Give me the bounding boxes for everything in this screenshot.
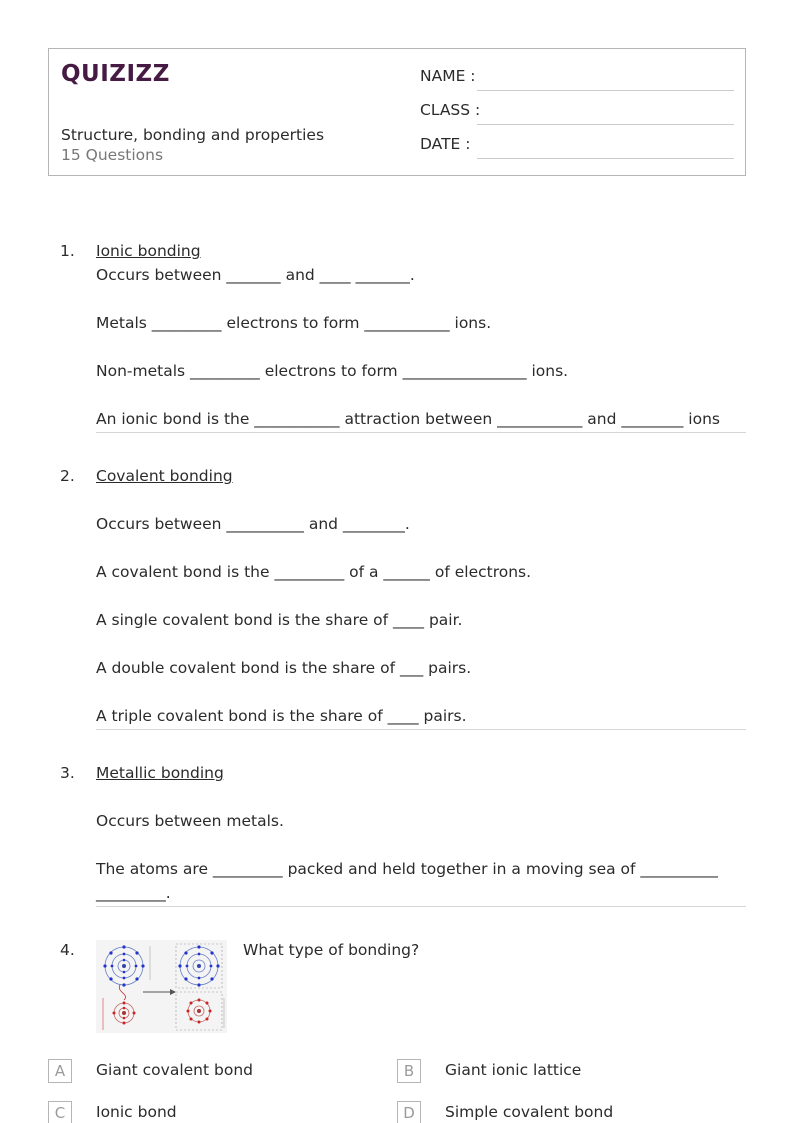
date-line [477,158,734,159]
option-a-text[interactable]: Giant covalent bond [96,1061,253,1079]
name-label: NAME : [420,67,476,85]
option-d-letter[interactable]: D [397,1101,421,1123]
question-line: A covalent bond is the _________ of a ______ of electrons. [96,563,532,581]
question-line: Occurs between metals. [96,812,284,830]
class-line [477,124,734,125]
option-c-letter[interactable]: C [48,1101,72,1123]
question-line: Metals _________ electrons to form ___________ ions. [96,314,492,332]
question-number: 1. [60,242,75,260]
question-line: A triple covalent bond is the share of ____ pairs. [96,707,467,725]
question-line: A single covalent bond is the share of ____ pair. [96,611,463,629]
question-line: Occurs between _______ and ____ _______. [96,266,415,284]
question-heading: Ionic bonding [96,242,201,260]
worksheet-title: Structure, bonding and properties [61,126,325,144]
question-heading: Metallic bonding [96,764,224,782]
question-number: 4. [60,941,75,959]
question-line: The atoms are _________ packed and held together in a moving sea of __________ [96,860,718,878]
question-line: An ionic bond is the ___________ attraction between ___________ and ________ ions [96,410,720,428]
bonding-diagram-image [96,940,227,1033]
worksheet-header [48,48,746,176]
quizizz-logo: QUIZIZZ [61,61,170,87]
option-b-letter[interactable]: B [397,1059,421,1083]
option-c-text[interactable]: Ionic bond [96,1103,177,1121]
question-line: _________. [96,884,171,902]
class-field [420,101,734,125]
question-divider [96,729,746,730]
question-line: Non-metals _________ electrons to form ________________ ions. [96,362,569,380]
question-heading: Covalent bonding [96,467,233,485]
question-prompt: What type of bonding? [243,941,420,959]
question-count: 15 Questions [61,146,164,164]
question-line: A double covalent bond is the share of ___ pairs. [96,659,472,677]
class-label: CLASS : [420,101,481,119]
date-field [420,135,734,159]
option-a-letter[interactable]: A [48,1059,72,1083]
question-line: Occurs between __________ and ________. [96,515,410,533]
date-label: DATE : [420,135,471,153]
name-field [420,67,734,91]
question-number: 2. [60,467,75,485]
name-line [477,90,734,91]
option-b-text[interactable]: Giant ionic lattice [445,1061,582,1079]
question-divider [96,432,746,433]
question-number: 3. [60,764,75,782]
question-divider [96,906,746,907]
option-d-text[interactable]: Simple covalent bond [445,1103,614,1121]
